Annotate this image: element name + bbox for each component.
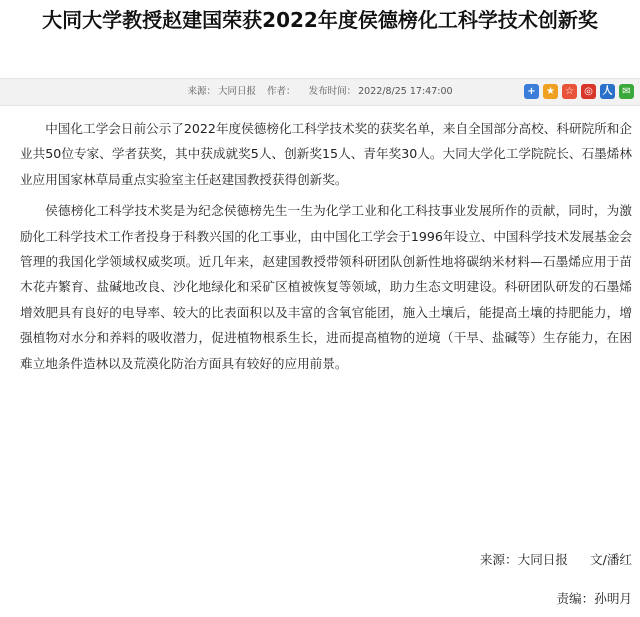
share-star-icon[interactable]: ★: [543, 84, 558, 99]
share-plus-icon[interactable]: +: [524, 84, 539, 99]
meta-source-label: 来源：: [187, 86, 216, 97]
share-weibo-icon[interactable]: ◎: [581, 84, 596, 99]
article-paragraph: 侯德榜化工科学技术奖是为纪念侯德榜先生一生为化学工业和化工科技事业发展所作的贡献，同时，为激励化工科学技术工作者投身于科教兴国的化工事业，由中国化工学会于1996年设立、中国科学技术发展基金会管理的我国化学领域权威奖项。近几年来，赵建国教授带领科研团队创新性地将碳纳米材料—石墨烯应用于苗木花卉繁育、盐碱地改良、沙化地绿化和采矿区植被恢复等领域，助力生态文明建设。科研团队研发的石墨烯增效肥具有良好的电导率、较大的比表面积以及丰富的含氧官能团，施入土壤后，能提高土壤的持肥能力，增强植物对水分和养料的吸收潜力，促进植物根系生长，进而提高植物的逆境（干旱、盐碱等）生存能力，在困难立地条件造林以及荒漠化防治方面具有较好的应用前景。: [20, 203, 632, 371]
article-source-line: [332, 551, 632, 569]
meta-time: 2022/8/25 17:47:00: [358, 86, 453, 97]
meta-author-label: 作者：: [267, 86, 296, 97]
footer-editor: 孙明月: [594, 591, 632, 606]
share-toolbar: [524, 84, 634, 100]
article-editor-line: [332, 590, 632, 608]
meta-source: 大同日报: [217, 86, 256, 97]
footer-editor-label: 责编：: [556, 591, 595, 606]
meta-time-label: 发布时间：: [308, 86, 357, 97]
share-renren-icon[interactable]: 人: [600, 84, 615, 99]
footer-writer-label: 文/: [589, 552, 607, 567]
footer-writer: 潘红: [606, 552, 632, 567]
footer-source: 大同日报: [517, 552, 568, 567]
article-body: [20, 116, 632, 382]
footer-source-label: 来源：: [479, 552, 518, 567]
article-title: 大同大学教授赵建国荣获2022年度侯德榜化工科学技术创新奖: [42, 8, 598, 32]
article-meta-bar: [0, 78, 640, 106]
share-wechat-icon[interactable]: ✉: [619, 84, 634, 99]
share-qzone-icon[interactable]: ☆: [562, 84, 577, 99]
article-paragraph: 中国化工学会日前公示了2022年度侯德榜化工科学技术奖的获奖名单，来自全国部分高校、科研院所和企业共50位专家、学者获奖，其中获成就奖5人、创新奖15人、青年奖30人。大同大学化工学院院长、石墨烯林业应用国家林草局重点实验室主任赵建国教授获得创新奖。: [20, 121, 632, 187]
